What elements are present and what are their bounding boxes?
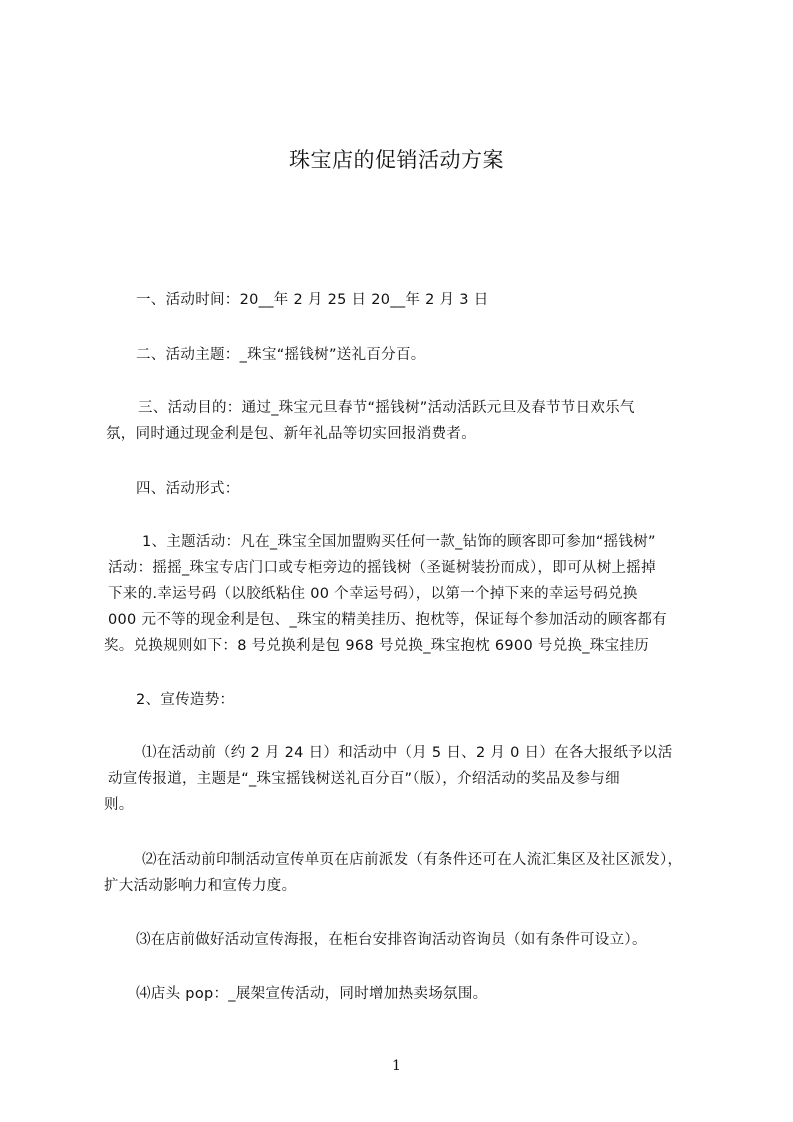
paragraph-line-activity-purpose: 三、活动目的：通过_珠宝元旦春节“摇钱树”活动活跃元旦及春节节日欢乐气	[138, 400, 635, 416]
document-title: 珠宝店的促销活动方案	[289, 148, 504, 172]
paragraph-line-main-activity-5: 奖。兑换规则如下：8 号兑换利是包 968 号兑换_珠宝抱枕 6900 号兑换_珠宝挂历	[104, 638, 650, 654]
paragraph-line-main-activity-3: 下来的.幸运号码（以胶纸粘住 00 个幸运号码），以第一个掉下来的幸运号码兑换	[108, 586, 638, 602]
section-heading-activity-form: 四、活动形式：	[136, 481, 240, 497]
section-heading-promotion: 2、宣传造势：	[136, 692, 235, 708]
paragraph-line-activity-time: 一、活动时间：20__年 2 月 25 日 20__年 2 月 3 日	[136, 292, 489, 308]
paragraph-line-promotion-4: ⑷店头 pop：_展架宣传活动，同时增加热卖场氛围。	[136, 986, 488, 1002]
paragraph-line-promotion-2: ⑵在活动前印制活动宣传单页在店前派发（有条件还可在人流汇集区及社区派发），	[142, 852, 683, 868]
paragraph-line-main-activity-4: 000 元不等的现金利是包、_珠宝的精美挂历、抱枕等，保证每个参加活动的顾客都有	[108, 612, 668, 628]
paragraph-line-promotion-2-cont: 扩大活动影响力和宣传力度。	[104, 878, 297, 894]
page-number: 1	[392, 1058, 401, 1074]
paragraph-line-main-activity-2: 活动：摇摇_珠宝专店门口或专柜旁边的摇钱树（圣诞树装扮而成），即可从树上摇掉	[108, 560, 656, 576]
paragraph-line-promotion-1-cont: 动宣传报道，主题是“_珠宝摇钱树送礼百分百”（版），介绍活动的奖品及参与细	[108, 771, 620, 787]
paragraph-line-promotion-1-end: 则。	[104, 797, 134, 813]
paragraph-line-main-activity: 1、主题活动：凡在_珠宝全国加盟购买任何一款_钻饰的顾客即可参加“摇钱树”	[142, 534, 656, 550]
paragraph-line-activity-purpose-cont: 氛，同时通过现金利是包、新年礼品等切实回报消费者。	[106, 426, 476, 442]
paragraph-line-promotion-1: ⑴在活动前（约 2 月 24 日）和活动中（月 5 日、2 月 0 日）在各大报纸予以活	[142, 745, 673, 761]
paragraph-line-promotion-3: ⑶在店前做好活动宣传海报，在柜台安排咨询活动咨询员（如有条件可设立）。	[136, 932, 647, 948]
paragraph-line-activity-theme: 二、活动主题：_珠宝“摇钱树”送礼百分百。	[136, 347, 426, 363]
